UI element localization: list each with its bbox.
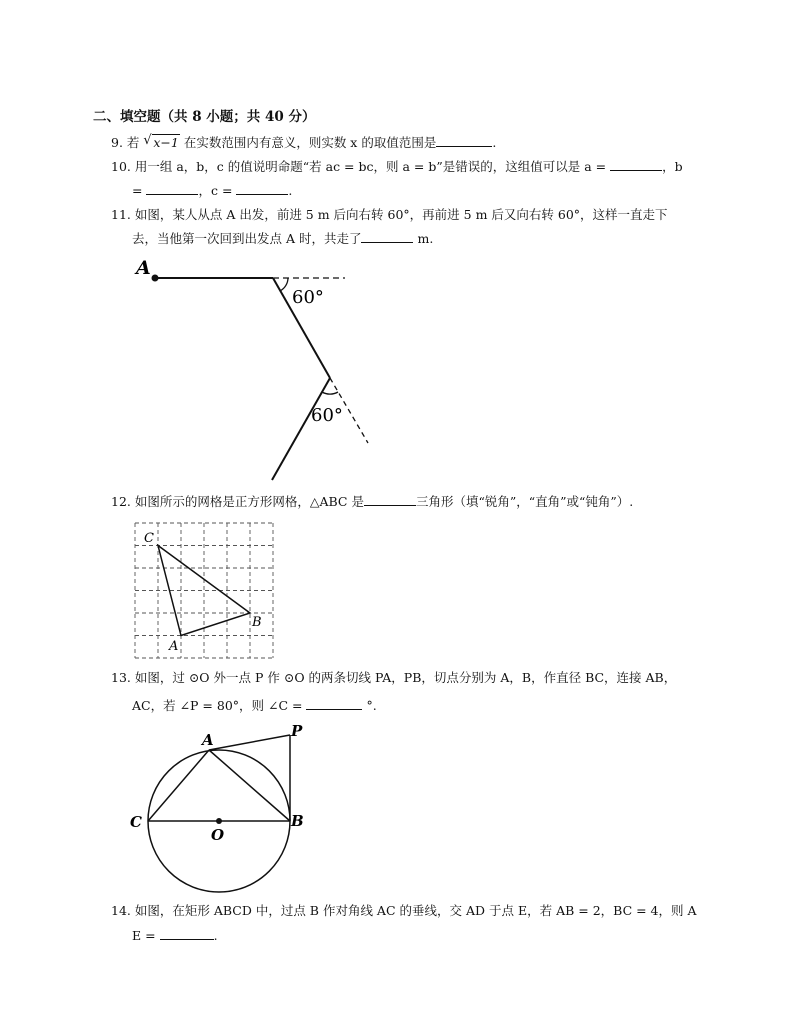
figure-label-a: A [136,257,151,279]
angle-label-2: 60° [311,405,343,426]
question-14-line1: 14. 如图，在矩形 ABCD 中，过点 B 作对角线 AC 的垂线，交 AD 于点 E，若 AB = 2，BC = 4，则 A [111,903,697,918]
q10-text: 10. 用一组 a，b，c 的值说明命题“若 ac = bc，则 a = b”是错误的，这组值可以是 a = [111,159,607,174]
q13-text-end: °. [366,698,377,713]
section-title: 二、填空题（共 8 小题；共 40 分） [93,109,316,125]
circle-label-b: B [291,812,304,830]
sqrt-icon: √ [143,133,152,148]
question-11-line1: 11. 如图，某人从点 A 出发，前进 5 m 后向右转 60°，再前进 5 m 后又向右转 60°，这样一直走下 [111,207,668,222]
q10-line2-mid: ，c = [198,183,233,198]
q12-answer-blank[interactable] [364,493,416,506]
tangent-pa [209,735,290,750]
grid-label-c: C [144,531,154,546]
q11-answer-blank[interactable] [361,230,413,243]
q11-unit: m. [417,231,434,246]
q12-text: 12. 如图所示的网格是正方形网格，△ABC 是 [111,494,364,509]
q12-grid-figure [132,520,292,660]
q10-blank-a[interactable] [610,158,662,171]
q10-blank-c[interactable] [236,182,288,195]
question-10-line2 [132,182,292,200]
q14-text-end: . [213,928,218,943]
question-14-line2 [132,927,218,945]
q11-path-figure [130,255,390,485]
q9-suffix: 在实数范围内有意义，则实数 x 的取值范围是 [179,135,437,150]
circle-label-p: P [291,722,303,740]
angle-label-1: 60° [292,287,324,308]
q12-text-end: 三角形（填“锐角”，“直角”或“钝角”）. [415,494,634,509]
q10-line1-end: ，b [662,159,683,174]
question-10-line1 [111,158,683,176]
q10-line2-end: . [288,183,293,198]
grid-label-b: B [252,615,262,630]
question-12 [111,493,633,511]
circle-label-o: O [211,826,225,844]
segment-3 [272,378,330,480]
question-13-line1: 13. 如图，过 ⊙O 外一点 P 作 ⊙O 的两条切线 PA，PB，切点分别为 A，B，作直径 BC，连接 AB， [111,670,677,685]
circle-label-a: A [202,731,214,749]
grid-label-a: A [169,639,179,654]
center-point-o [216,818,222,824]
q13-circle-figure [125,720,325,900]
square-grid [135,523,273,658]
question-13-line2 [132,697,377,715]
q9-prefix: 9. 若 [111,135,144,150]
q10-blank-b[interactable] [146,182,198,195]
angle-arc-2 [322,392,338,394]
question-11-line2 [132,230,433,248]
q9-end: . [492,135,497,150]
q14-answer-blank[interactable] [160,927,214,940]
q13-answer-blank[interactable] [306,697,362,710]
q14-text: E = [132,928,156,943]
q11-text: 去，当他第一次回到出发点 A 时，共走了 [132,231,362,246]
angle-arc-1 [280,278,288,291]
q13-text: AC，若 ∠P = 80°，则 ∠C = [132,698,303,713]
q9-answer-blank[interactable] [436,134,492,147]
sqrt-radicand: x−1 [153,135,179,150]
circle-label-c: C [130,813,142,831]
q10-line2-start: = [132,183,143,198]
chord-ab [209,750,290,821]
sqrt-expression [143,134,179,152]
question-9 [111,134,496,152]
